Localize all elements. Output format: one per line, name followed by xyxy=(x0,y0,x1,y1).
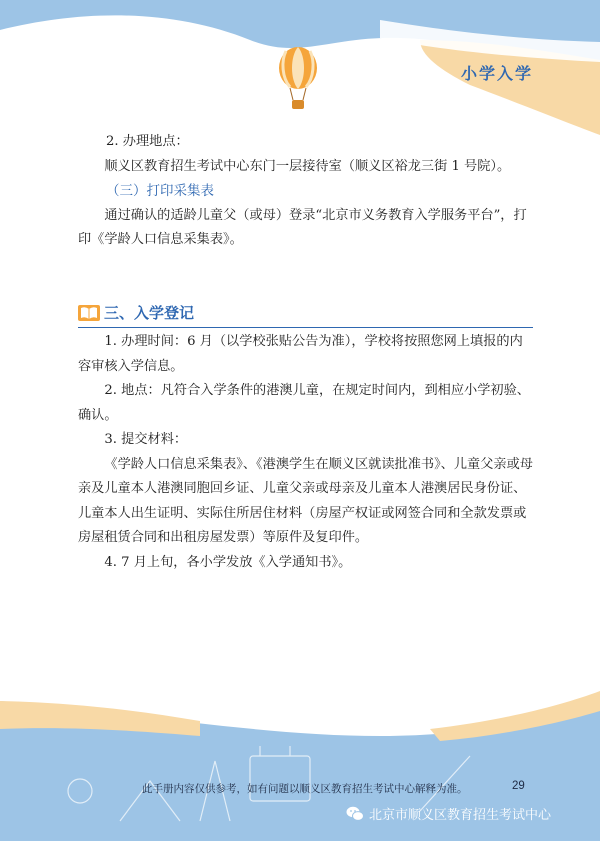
wechat-account xyxy=(346,804,551,823)
subsection-heading: （三）打印采集表 xyxy=(106,183,214,199)
book-icon xyxy=(78,304,100,322)
hot-air-balloon-icon xyxy=(276,46,320,116)
chapter-tag: 小学入学 xyxy=(460,63,533,83)
section-item-3: 3. 提交材料： xyxy=(104,432,188,447)
section-item-2: 2. 地点：凡符合入学条件的港澳儿童，在规定时间内，到相应小学初验、确认。 xyxy=(78,383,530,423)
page-number: 29 xyxy=(512,780,525,792)
page-content xyxy=(78,130,533,575)
section-item-1: 1. 办理时间：6 月（以学校张贴公告为准），学校将按照您网上填报的内容审核入学信息。 xyxy=(78,334,523,374)
footer-disclaimer: 此手册内容仅供参考，如有问题以顺义区教育招生考试中心解释为准。 xyxy=(142,783,468,795)
item2-title: 2. 办理地点： xyxy=(106,134,189,149)
wechat-account-name: 北京市顺义区教育招生考试中心 xyxy=(369,808,552,823)
subsection-text: 通过确认的适龄儿童父（或母）登录“北京市义务教育入学服务平台”，打印《学龄人口信息采集表》。 xyxy=(78,207,527,247)
wechat-icon xyxy=(346,806,364,822)
materials-list: 《学龄人口信息采集表》、《港澳学生在顺义区就读批准书》、儿童父亲或母亲及儿童本人港澳同胞回乡证、儿童父亲或母亲及儿童本人港澳居民身份证、儿童本人出生证明、实际住所居住材料（房屋产权证或网签合同和全款发票或房屋租赁合同和出租房屋发票）等原件及复印件。 xyxy=(78,456,533,545)
section-header xyxy=(78,301,533,329)
item2-text: 顺义区教育招生考试中心东门一层接待室（顺义区裕龙三街 1 号院）。 xyxy=(104,158,511,174)
section-title: 三、入学登记 xyxy=(104,303,195,322)
section-item-4: 4. 7 月上旬，各小学发放《入学通知书》。 xyxy=(104,554,352,570)
